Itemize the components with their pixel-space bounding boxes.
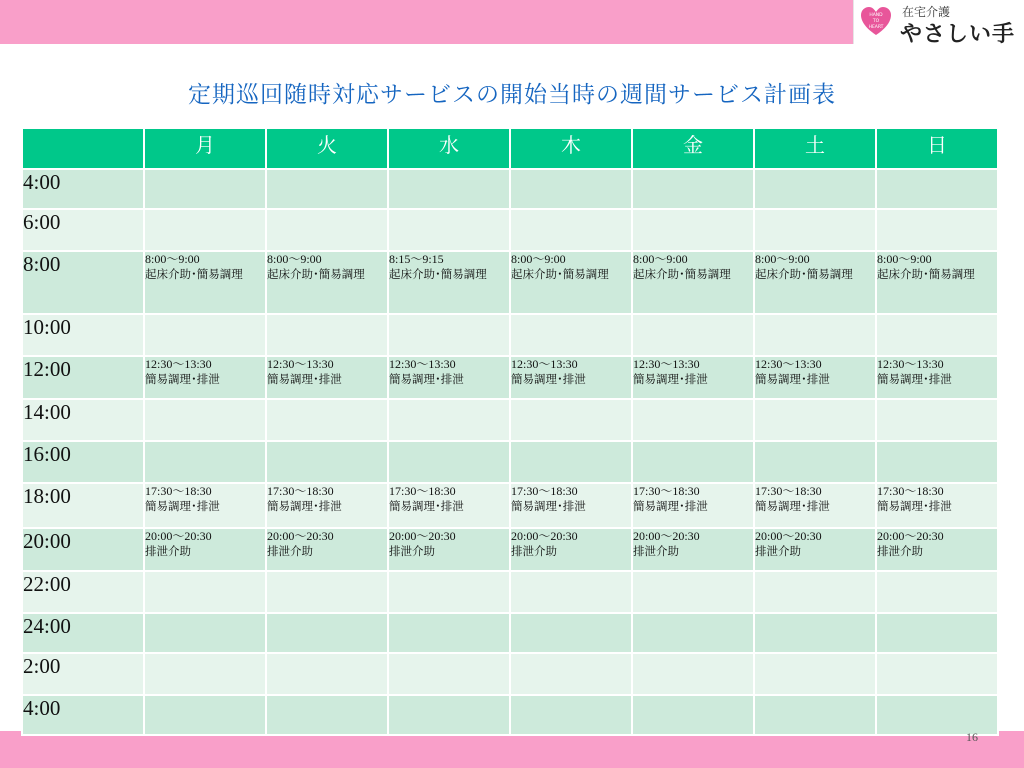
time-row	[22, 209, 998, 251]
time-label: 24:00	[22, 613, 144, 653]
service-time: 17:30〜18:30	[633, 484, 700, 498]
schedule-cell	[144, 483, 266, 528]
schedule-cell	[632, 653, 754, 695]
service-description: 起床介助･簡易調理	[633, 267, 731, 281]
company-logo	[853, 0, 1024, 47]
schedule-cell	[144, 613, 266, 653]
schedule-cell	[754, 209, 876, 251]
service-time: 17:30〜18:30	[145, 484, 212, 498]
schedule-cell	[266, 571, 388, 613]
service-description: 簡易調理･排泄	[511, 372, 586, 386]
schedule-cell	[266, 483, 388, 528]
service-time: 12:30〜13:30	[267, 357, 334, 371]
service-description: 起床介助･簡易調理	[755, 267, 853, 281]
schedule-cell	[632, 613, 754, 653]
schedule-cell	[876, 399, 998, 441]
schedule-cell	[388, 169, 510, 209]
schedule-cell	[632, 441, 754, 483]
service-time: 20:00〜20:30	[877, 529, 944, 543]
service-description: 簡易調理･排泄	[633, 499, 708, 513]
schedule-cell	[754, 653, 876, 695]
schedule-cell	[510, 399, 632, 441]
page-number: 16	[966, 730, 978, 744]
schedule-cell	[754, 169, 876, 209]
schedule-cell	[632, 528, 754, 571]
schedule-cell	[876, 653, 998, 695]
schedule-cell	[754, 399, 876, 441]
schedule-cell	[510, 695, 632, 735]
service-description: 排泄介助	[267, 544, 313, 558]
time-label: 8:00	[22, 251, 144, 314]
service-description: 起床介助･簡易調理	[389, 267, 487, 281]
schedule-cell	[876, 169, 998, 209]
schedule-cell	[754, 483, 876, 528]
service-time: 20:00〜20:30	[755, 529, 822, 543]
schedule-cell	[754, 528, 876, 571]
schedule-cell	[876, 571, 998, 613]
day-header: 金	[632, 128, 754, 169]
service-time: 8:00〜9:00	[633, 252, 688, 266]
schedule-cell	[144, 571, 266, 613]
day-header: 月	[144, 128, 266, 169]
schedule-cell	[754, 613, 876, 653]
service-description: 簡易調理･排泄	[755, 499, 830, 513]
schedule-cell	[388, 251, 510, 314]
schedule-cell	[144, 356, 266, 399]
schedule-cell	[632, 695, 754, 735]
time-row	[22, 169, 998, 209]
service-time: 17:30〜18:30	[877, 484, 944, 498]
service-time: 17:30〜18:30	[267, 484, 334, 498]
time-label: 16:00	[22, 441, 144, 483]
service-time: 8:00〜9:00	[511, 252, 566, 266]
service-time: 8:00〜9:00	[267, 252, 322, 266]
schedule-cell	[876, 209, 998, 251]
schedule-cell	[754, 251, 876, 314]
service-description: 簡易調理･排泄	[145, 499, 220, 513]
schedule-cell	[144, 695, 266, 735]
schedule-cell	[144, 251, 266, 314]
time-label: 22:00	[22, 571, 144, 613]
schedule-cell	[388, 613, 510, 653]
schedule-cell	[144, 441, 266, 483]
service-description: 簡易調理･排泄	[267, 372, 342, 386]
time-row	[22, 441, 998, 483]
service-description: 起床介助･簡易調理	[145, 267, 243, 281]
service-time: 20:00〜20:30	[633, 529, 700, 543]
time-row	[22, 613, 998, 653]
service-description: 簡易調理･排泄	[755, 372, 830, 386]
service-time: 8:00〜9:00	[877, 252, 932, 266]
schedule-cell	[876, 613, 998, 653]
time-label: 4:00	[22, 695, 144, 735]
schedule-cell	[388, 571, 510, 613]
day-header: 火	[266, 128, 388, 169]
service-description: 簡易調理･排泄	[877, 499, 952, 513]
day-header: 水	[388, 128, 510, 169]
time-row	[22, 399, 998, 441]
schedule-cell	[876, 483, 998, 528]
page-title: 定期巡回随時対応サービスの開始当時の週間サービス計画表	[188, 82, 836, 108]
schedule-cell	[876, 695, 998, 735]
schedule-cell	[510, 314, 632, 356]
service-description: 起床介助･簡易調理	[267, 267, 365, 281]
schedule-cell	[388, 528, 510, 571]
service-time: 12:30〜13:30	[877, 357, 944, 371]
service-description: 排泄介助	[145, 544, 191, 558]
schedule-cell	[876, 441, 998, 483]
schedule-cell	[144, 528, 266, 571]
schedule-cell	[510, 209, 632, 251]
time-row	[22, 483, 998, 528]
time-row	[22, 653, 998, 695]
time-label: 10:00	[22, 314, 144, 356]
service-description: 簡易調理･排泄	[267, 499, 342, 513]
schedule-cell	[266, 613, 388, 653]
service-time: 12:30〜13:30	[389, 357, 456, 371]
schedule-cell	[388, 399, 510, 441]
schedule-cell	[754, 695, 876, 735]
schedule-cell	[632, 169, 754, 209]
schedule-cell	[632, 483, 754, 528]
schedule-cell	[754, 356, 876, 399]
schedule-cell	[876, 251, 998, 314]
service-time: 20:00〜20:30	[145, 529, 212, 543]
service-description: 簡易調理･排泄	[511, 499, 586, 513]
service-time: 20:00〜20:30	[267, 529, 334, 543]
time-label: 18:00	[22, 483, 144, 528]
service-time: 12:30〜13:30	[511, 357, 578, 371]
schedule-cell	[632, 399, 754, 441]
schedule-cell	[144, 209, 266, 251]
time-row	[22, 314, 998, 356]
schedule-cell	[266, 209, 388, 251]
logo-mark-line-2: TO	[872, 19, 880, 24]
schedule-cell	[266, 695, 388, 735]
time-label: 12:00	[22, 356, 144, 399]
logo-subtitle: 在宅介護	[902, 5, 951, 19]
service-time: 17:30〜18:30	[389, 484, 456, 498]
time-row	[22, 251, 998, 314]
schedule-cell	[876, 356, 998, 399]
service-time: 20:00〜20:30	[511, 529, 578, 543]
service-time: 8:15〜9:15	[389, 252, 444, 266]
schedule-cell	[632, 251, 754, 314]
schedule-cell	[876, 528, 998, 571]
schedule-cell	[510, 483, 632, 528]
schedule-cell	[510, 441, 632, 483]
schedule-cell	[754, 571, 876, 613]
service-time: 12:30〜13:30	[755, 357, 822, 371]
schedule-cell	[388, 441, 510, 483]
time-row	[22, 528, 998, 571]
schedule-cell	[388, 314, 510, 356]
schedule-cell	[632, 356, 754, 399]
schedule-cell	[754, 441, 876, 483]
schedule-cell	[510, 613, 632, 653]
schedule-cell	[632, 314, 754, 356]
day-header: 日	[876, 128, 998, 169]
service-description: 簡易調理･排泄	[633, 372, 708, 386]
service-description: 排泄介助	[755, 544, 801, 558]
time-label: 6:00	[22, 209, 144, 251]
service-description: 排泄介助	[633, 544, 679, 558]
schedule-cell	[876, 314, 998, 356]
service-description: 簡易調理･排泄	[389, 499, 464, 513]
schedule-cell	[388, 483, 510, 528]
schedule-cell	[144, 169, 266, 209]
schedule-cell	[266, 314, 388, 356]
time-label: 20:00	[22, 528, 144, 571]
service-time: 8:00〜9:00	[755, 252, 810, 266]
service-description: 排泄介助	[389, 544, 435, 558]
service-time: 17:30〜18:30	[511, 484, 578, 498]
schedule-cell	[510, 169, 632, 209]
service-description: 排泄介助	[511, 544, 557, 558]
service-description: 排泄介助	[877, 544, 923, 558]
service-time: 8:00〜9:00	[145, 252, 200, 266]
schedule-cell	[388, 695, 510, 735]
service-description: 簡易調理･排泄	[877, 372, 952, 386]
schedule-cell	[510, 528, 632, 571]
header-row	[22, 128, 998, 169]
day-header: 木	[510, 128, 632, 169]
bottom-band	[0, 731, 1024, 768]
heart-logo-icon	[860, 6, 892, 38]
logo-mark-line-3: HEART	[868, 25, 884, 30]
schedule-cell	[388, 209, 510, 251]
logo-name: やさしい手	[900, 22, 1016, 47]
schedule-cell	[266, 528, 388, 571]
schedule-cell	[632, 571, 754, 613]
time-row	[22, 571, 998, 613]
schedule-cell	[510, 251, 632, 314]
day-header: 土	[754, 128, 876, 169]
schedule-cell	[266, 399, 388, 441]
service-description: 起床介助･簡易調理	[877, 267, 975, 281]
schedule-cell	[144, 314, 266, 356]
service-description: 簡易調理･排泄	[145, 372, 220, 386]
schedule-cell	[510, 653, 632, 695]
weekly-schedule-table	[21, 127, 999, 736]
schedule-cell	[510, 571, 632, 613]
time-label: 4:00	[22, 169, 144, 209]
schedule-cell	[266, 356, 388, 399]
service-time: 12:30〜13:30	[145, 357, 212, 371]
time-label: 14:00	[22, 399, 144, 441]
header-corner	[22, 128, 144, 169]
schedule-cell	[266, 169, 388, 209]
schedule-cell	[266, 653, 388, 695]
schedule-cell	[266, 441, 388, 483]
service-description: 簡易調理･排泄	[389, 372, 464, 386]
service-description: 起床介助･簡易調理	[511, 267, 609, 281]
schedule-cell	[632, 209, 754, 251]
schedule-cell	[144, 653, 266, 695]
time-row	[22, 695, 998, 735]
service-time: 20:00〜20:30	[389, 529, 456, 543]
schedule-cell	[754, 314, 876, 356]
schedule-cell	[388, 653, 510, 695]
service-time: 17:30〜18:30	[755, 484, 822, 498]
schedule-cell	[266, 251, 388, 314]
time-row	[22, 356, 998, 399]
schedule-cell	[510, 356, 632, 399]
schedule-body	[22, 169, 998, 735]
time-label: 2:00	[22, 653, 144, 695]
schedule-cell	[388, 356, 510, 399]
logo-mark-line-1: HAND	[869, 13, 883, 18]
service-time: 12:30〜13:30	[633, 357, 700, 371]
schedule-cell	[144, 399, 266, 441]
